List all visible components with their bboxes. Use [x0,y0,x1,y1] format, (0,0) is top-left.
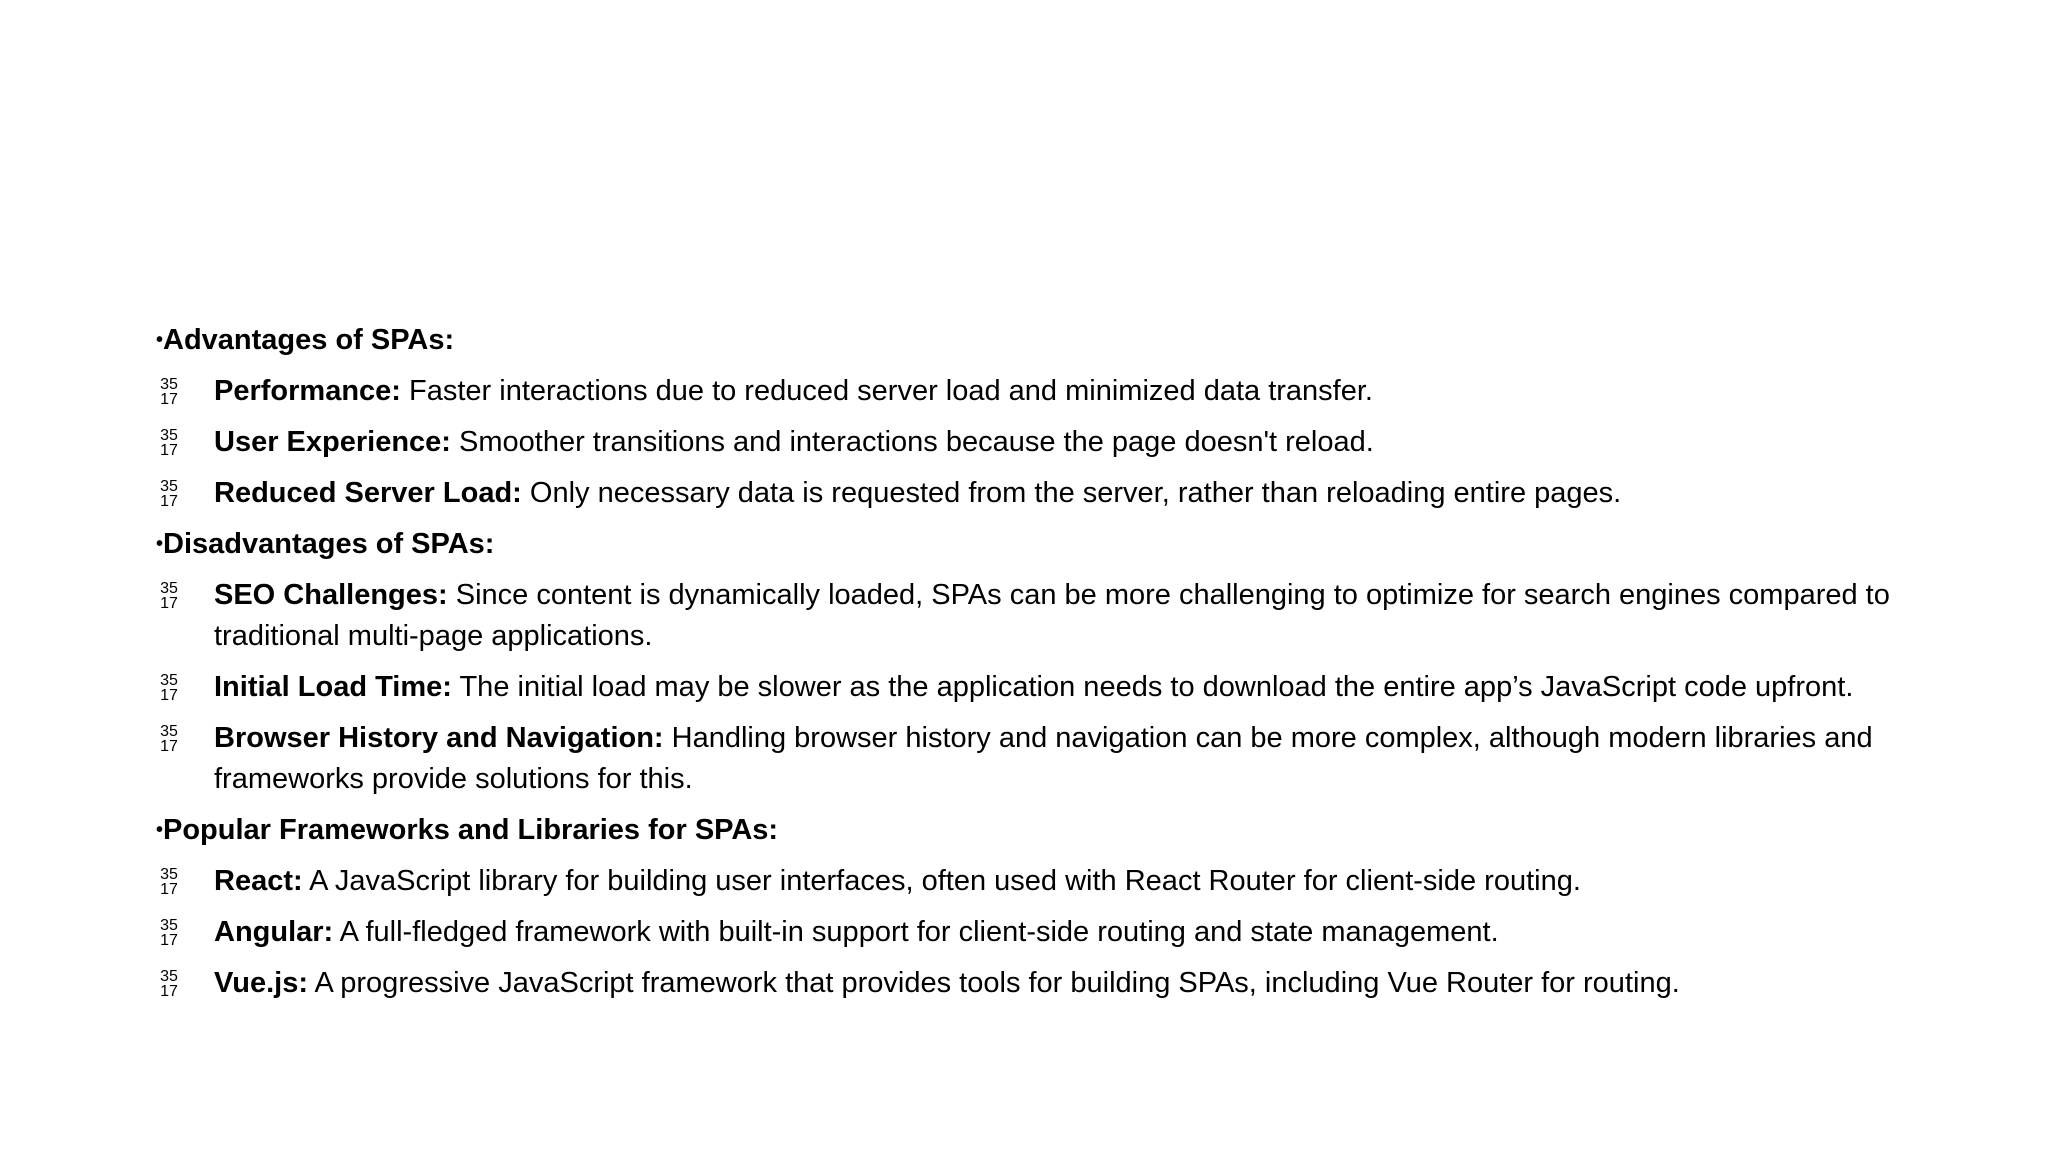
item-label: Vue.js: [214,967,309,999]
bullet-icon: • [156,819,164,841]
item-label: Angular: [214,916,334,948]
list-marker-icon: 35 17 [160,917,178,949]
item-text: Handling browser history and navigation can be more complex, although modern libraries and frameworks provide solutions for this. [214,722,1873,795]
list-item [158,861,1918,902]
item-text: A progressive JavaScript framework that provides tools for building SPAs, including Vue Router for routing. [308,967,1680,999]
item-label: User Experience: [214,426,451,458]
list-marker-icon: 35 17 [160,866,178,898]
item-text: Smoother transitions and interactions because the page doesn't reload. [450,426,1374,458]
item-label: Initial Load Time: [214,671,452,703]
list-marker-icon: 35 17 [160,478,178,510]
list-marker-icon: 35 17 [160,427,178,459]
list-marker-icon: 35 17 [160,376,178,408]
list-marker-icon: 35 17 [160,723,178,755]
item-label: Browser History and Navigation: [214,722,664,754]
bullet-icon: • [156,533,164,555]
item-text: A full-fledged framework with built-in support for client-side routing and state management. [333,916,1499,948]
item-text: Faster interactions due to reduced server load and minimized data transfer. [400,375,1373,407]
item-text: The initial load may be slower as the application needs to download the entire app’s JavaScript code upfront. [451,671,1854,703]
list-item [158,718,1918,800]
item-text: Since content is dynamically loaded, SPAs can be more challenging to optimize for search engines compared to traditional multi-page applications. [214,579,1890,652]
list-item [158,371,1918,412]
section-heading [158,320,1918,360]
item-label: Performance: [214,375,401,407]
item-label: SEO Challenges: [214,579,448,611]
list-marker-icon: 35 17 [160,580,178,612]
list-item [158,473,1918,514]
bullet-icon: • [156,329,164,351]
section-heading [158,810,1918,850]
list-item [158,963,1918,1004]
item-text: A JavaScript library for building user interfaces, often used with React Router for client-side routing. [302,865,1581,897]
list-item [158,667,1918,708]
section-heading-text: Advantages of SPAs: [163,324,455,356]
item-label: React: [214,865,303,897]
list-item [158,575,1918,657]
list-marker-icon: 35 17 [160,672,178,704]
slide-content [158,320,1918,1014]
section-heading [158,524,1918,564]
section-heading-text: Disadvantages of SPAs: [163,528,495,560]
list-item [158,912,1918,953]
item-text: Only necessary data is requested from the server, rather than reloading entire pages. [521,477,1622,509]
list-item [158,422,1918,463]
section-heading-text: Popular Frameworks and Libraries for SPAs: [163,814,779,846]
list-marker-icon: 35 17 [160,968,178,1000]
item-label: Reduced Server Load: [214,477,522,509]
